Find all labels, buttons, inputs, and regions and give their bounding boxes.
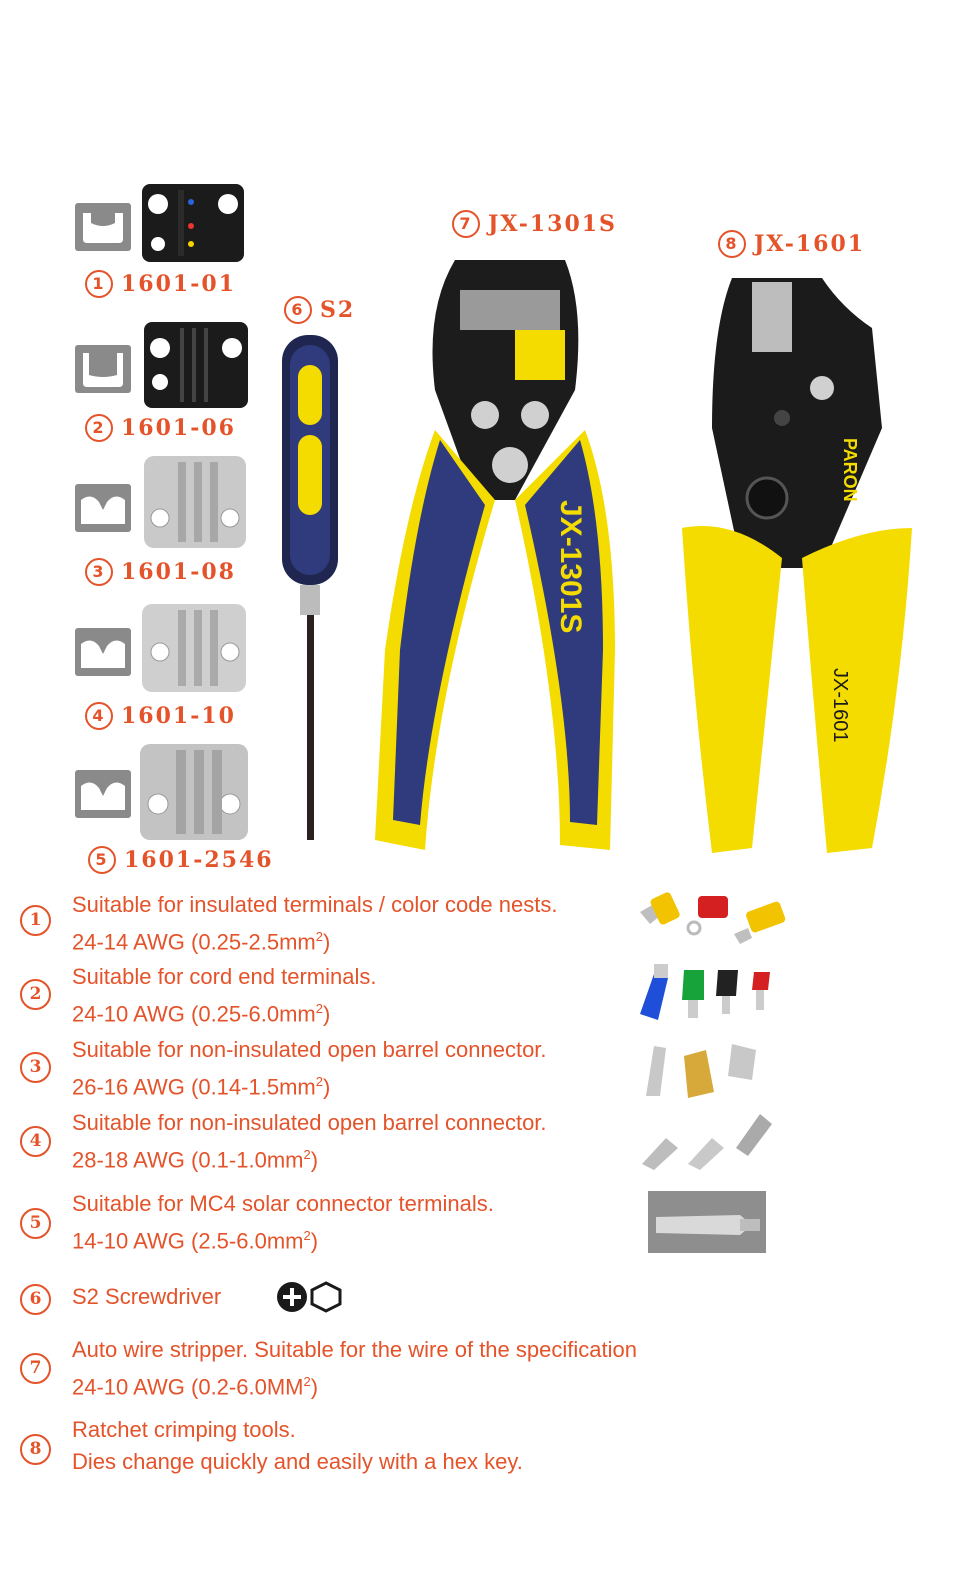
tool-name: S2 [320, 297, 356, 323]
die-number: 3 [85, 558, 113, 586]
screwdriver-image [270, 325, 350, 845]
die-label-1 [85, 270, 236, 298]
spec-number-3: 3 [20, 1052, 51, 1083]
spec-range: 28-18 AWG $(0.1-1.0mm^2)$ [72, 1147, 319, 1173]
die-profile-icon-1 [75, 203, 131, 251]
die-number: 5 [88, 846, 116, 874]
open-barrel-connectors-small-icon [636, 1108, 778, 1170]
spec-number-8: 8 [20, 1434, 51, 1465]
spec-text-4 [72, 1107, 547, 1176]
spec-detail: Dies change quickly and easily with a hex key. [72, 1449, 523, 1474]
die-photo-1601-06 [140, 318, 252, 412]
die-name: 1601-2546 [124, 847, 274, 873]
spec-number-5: 5 [20, 1208, 51, 1239]
tool-number: 6 [284, 296, 312, 324]
open-barrel-connectors-icon [636, 1036, 768, 1102]
spec-description: Suitable for cord end terminals. [72, 964, 377, 989]
die-photo-1601-10 [138, 600, 250, 696]
die-profile-icon-5 [75, 770, 131, 818]
die-name: 1601-10 [121, 703, 236, 729]
spec-number-4: 4 [20, 1126, 51, 1157]
insulated-terminals-icon [636, 888, 788, 948]
ratchet-crimper-image [672, 268, 922, 864]
die-number: 4 [85, 702, 113, 730]
die-photo-1601-01 [138, 180, 248, 266]
spec-description: Suitable for MC4 solar connector terminals. [72, 1191, 494, 1216]
spec-description: Ratchet crimping tools. [72, 1417, 296, 1442]
die-photo-1601-2546 [136, 740, 252, 844]
tool-label-jx1601 [718, 230, 865, 258]
die-profile-icon-3 [75, 484, 131, 532]
die-name: 1601-06 [121, 415, 236, 441]
spec-text-8 [72, 1414, 523, 1478]
crimper-brand-text: PARON [840, 438, 860, 502]
die-label-5 [88, 846, 274, 874]
tool-label-jx1301s [452, 210, 617, 238]
spec-text-6 [72, 1281, 221, 1313]
die-label-3 [85, 558, 236, 586]
cord-end-terminals-icon [634, 960, 780, 1022]
spec-number-1: 1 [20, 905, 51, 936]
spec-description: Suitable for non-insulated open barrel connector. [72, 1037, 547, 1062]
tool-name: JX-1301S [488, 211, 617, 237]
spec-description: Auto wire stripper. Suitable for the wire of the specification [72, 1337, 637, 1362]
die-number: 1 [85, 270, 113, 298]
die-number: 2 [85, 414, 113, 442]
crimper-handle-text: JX-1601 [829, 668, 851, 743]
spec-text-3 [72, 1034, 547, 1103]
die-photo-1601-08 [140, 452, 250, 552]
spec-text-2 [72, 961, 377, 1030]
mc4-terminal-icon [648, 1191, 766, 1253]
die-name: 1601-08 [121, 559, 236, 585]
phillips-and-hex-icons [276, 1281, 350, 1313]
spec-text-1 [72, 889, 557, 958]
tool-name: JX-1601 [754, 231, 866, 257]
die-profile-icon-4 [75, 628, 131, 676]
spec-range: 24-10 AWG $(0.2-6.0MM^2)$ [72, 1374, 319, 1400]
die-label-4 [85, 702, 236, 730]
stripper-handle-text: JX-1301S [554, 500, 587, 634]
hex-icon [312, 1283, 340, 1311]
die-label-2 [85, 414, 236, 442]
wire-stripper-image [365, 250, 625, 862]
spec-number-7: 7 [20, 1353, 51, 1384]
spec-range: 26-16 AWG $(0.14-1.5mm^2)$ [72, 1074, 331, 1100]
spec-number-2: 2 [20, 979, 51, 1010]
die-profile-icon-2 [75, 345, 131, 393]
spec-range: 24-10 AWG $(0.25-6.0mm^2)$ [72, 1001, 331, 1027]
die-name: 1601-01 [121, 271, 236, 297]
tool-number: 7 [452, 210, 480, 238]
spec-description: Suitable for non-insulated open barrel connector. [72, 1110, 547, 1135]
spec-number-6: 6 [20, 1284, 51, 1315]
spec-description: S2 Screwdriver [72, 1284, 222, 1309]
spec-range: 14-10 AWG $(2.5-6.0mm^2)$ [72, 1228, 319, 1254]
spec-range: 24-14 AWG $(0.25-2.5mm^2)$ [72, 929, 331, 955]
tool-label-s2 [284, 296, 355, 324]
spec-text-5 [72, 1188, 494, 1257]
tool-number: 8 [718, 230, 746, 258]
spec-text-7 [72, 1334, 637, 1403]
spec-description: Suitable for insulated terminals / color code nests. [72, 892, 558, 917]
